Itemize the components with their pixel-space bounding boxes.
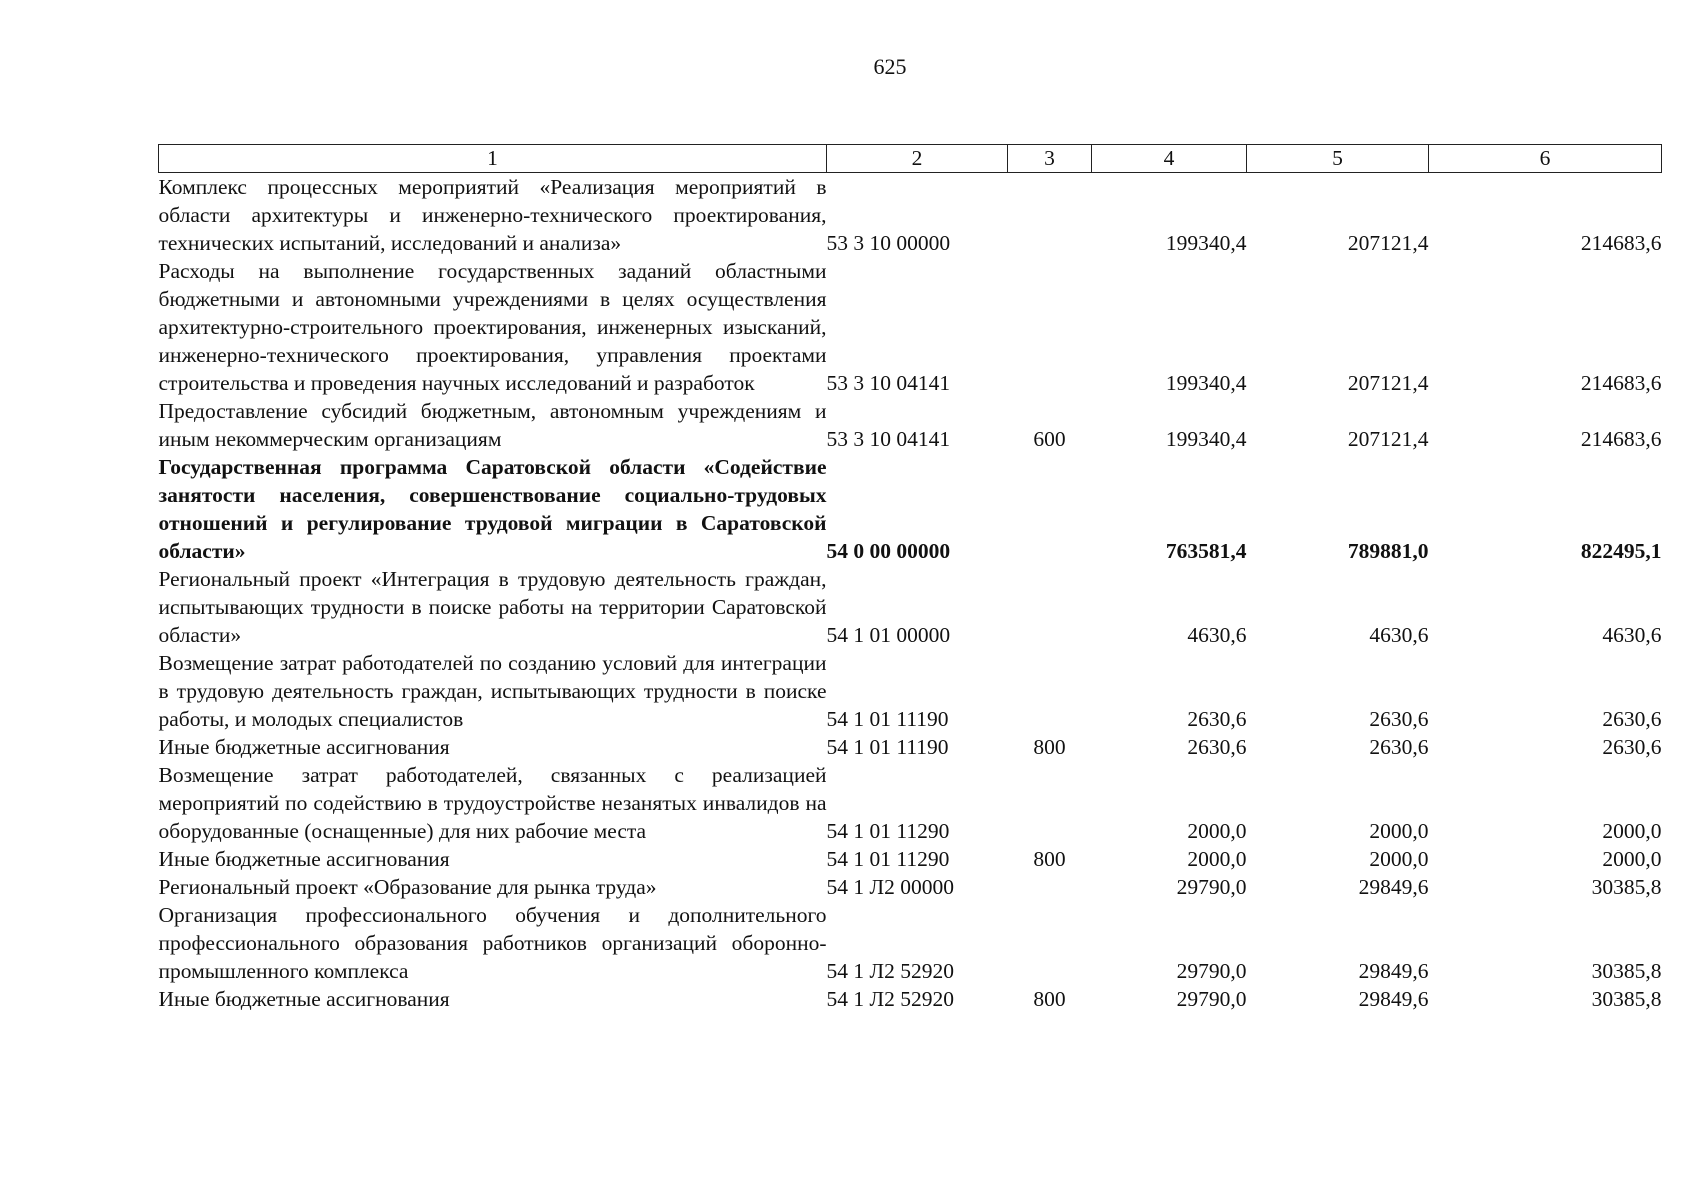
amount-year-2: 29849,6: [1358, 875, 1429, 899]
amount-year-3: 214683,6: [1580, 371, 1662, 395]
amount-year-1: 2000,0: [1187, 847, 1247, 871]
row-description: Региональный проект «Образование для рынка труда»: [158, 875, 657, 899]
table-body: [159, 173, 1662, 1014]
amount-year-2: 2000,0: [1369, 847, 1429, 871]
amount-year-1: 29790,0: [1176, 875, 1247, 899]
table-row: [159, 873, 1662, 901]
amount-year-3: 30385,8: [1591, 959, 1662, 983]
column-header-4: 4: [1092, 145, 1247, 173]
amount-year-3: 30385,8: [1591, 987, 1662, 1011]
amount-year-2: 4630,6: [1369, 623, 1429, 647]
budget-code: 54 1 01 11290: [826, 847, 950, 871]
amount-year-3: 2630,6: [1602, 707, 1662, 731]
expense-type: [1008, 257, 1092, 397]
budget-table: [158, 144, 1662, 1013]
expense-type: 600: [1033, 427, 1066, 451]
table-row: [159, 733, 1662, 761]
amount-year-1: 199340,4: [1165, 231, 1247, 255]
table-row: [159, 761, 1662, 845]
column-header-3: 3: [1008, 145, 1092, 173]
page-number: 625: [873, 54, 907, 79]
amount-year-1: 763581,4: [1165, 539, 1247, 563]
expense-type: [1008, 565, 1092, 649]
row-description: Комплекс процессных мероприятий «Реализация мероприятий в области архитектуры и инженерно-технического проектирования, технических испытаний, исследований и анализа»: [158, 175, 827, 255]
amount-year-3: 4630,6: [1602, 623, 1662, 647]
table-row: [159, 649, 1662, 733]
expense-type: [1008, 873, 1092, 901]
row-description: Иные бюджетные ассигнования: [158, 847, 450, 871]
amount-year-2: 29849,6: [1358, 987, 1429, 1011]
table-row: [159, 397, 1662, 453]
table-header-row: [159, 145, 1662, 173]
amount-year-3: 822495,1: [1580, 539, 1662, 563]
budget-code: 53 3 10 00000: [826, 231, 951, 255]
row-description: Предоставление субсидий бюджетным, автономным учреждениям и иным некоммерческим организациям: [158, 399, 827, 451]
budget-code: 54 1 Л2 00000: [826, 875, 954, 899]
budget-code: 53 3 10 04141: [826, 427, 951, 451]
amount-year-2: 2630,6: [1369, 735, 1429, 759]
expense-type: [1008, 761, 1092, 845]
amount-year-2: 789881,0: [1347, 539, 1429, 563]
amount-year-3: 2000,0: [1602, 847, 1662, 871]
amount-year-1: 2630,6: [1187, 735, 1247, 759]
budget-code: 54 1 Л2 52920: [826, 987, 954, 1011]
column-header-1: 1: [159, 145, 827, 173]
table-row: [159, 901, 1662, 985]
amount-year-1: 4630,6: [1187, 623, 1247, 647]
amount-year-1: 2000,0: [1187, 819, 1247, 843]
amount-year-2: 207121,4: [1347, 427, 1429, 451]
amount-year-1: 2630,6: [1187, 707, 1247, 731]
amount-year-2: 29849,6: [1358, 959, 1429, 983]
amount-year-3: 2000,0: [1602, 819, 1662, 843]
amount-year-3: 214683,6: [1580, 231, 1662, 255]
row-description: Возмещение затрат работодателей, связанных с реализацией мероприятий по содействию в трудоустройстве незанятых инвалидов на оборудованные (оснащенные) для них рабочие места: [158, 763, 827, 843]
budget-code: 54 0 00 00000: [826, 539, 951, 563]
amount-year-1: 29790,0: [1176, 987, 1247, 1011]
amount-year-1: 199340,4: [1165, 371, 1247, 395]
table-row: [159, 845, 1662, 873]
amount-year-3: 30385,8: [1591, 875, 1662, 899]
budget-code: 54 1 01 11290: [826, 819, 950, 843]
budget-code: 54 1 01 00000: [826, 623, 951, 647]
amount-year-2: 2000,0: [1369, 819, 1429, 843]
row-description: Государственная программа Саратовской области «Содействие занятости населения, совершенствование социально-трудовых отношений и регулирование трудовой миграции в Саратовской области»: [158, 455, 827, 563]
amount-year-3: 214683,6: [1580, 427, 1662, 451]
budget-code: 54 1 01 11190: [826, 735, 949, 759]
amount-year-2: 2630,6: [1369, 707, 1429, 731]
table-row: [159, 173, 1662, 258]
column-header-5: 5: [1247, 145, 1429, 173]
budget-code: 53 3 10 04141: [826, 371, 951, 395]
table-row: [159, 453, 1662, 565]
expense-type: 800: [1033, 735, 1066, 759]
amount-year-2: 207121,4: [1347, 231, 1429, 255]
expense-type: [1008, 173, 1092, 258]
amount-year-1: 199340,4: [1165, 427, 1247, 451]
expense-type: [1008, 453, 1092, 565]
table-row: [159, 257, 1662, 397]
table-row: [159, 565, 1662, 649]
amount-year-1: 29790,0: [1176, 959, 1247, 983]
expense-type: 800: [1033, 987, 1066, 1011]
column-header-6: 6: [1429, 145, 1662, 173]
row-description: Расходы на выполнение государственных заданий областными бюджетными и автономными учреждениями в целях осуществления архитектурно-строительного проектирования, инженерных изысканий, инженерно-технического проектирования, управления проектами строительства и проведения научных исследований и разработок: [158, 259, 827, 395]
row-description: Региональный проект «Интеграция в трудовую деятельность граждан, испытывающих трудности в поиске работы на территории Саратовской области»: [158, 567, 827, 647]
amount-year-2: 207121,4: [1347, 371, 1429, 395]
row-description: Иные бюджетные ассигнования: [158, 987, 450, 1011]
expense-type: [1008, 901, 1092, 985]
amount-year-3: 2630,6: [1602, 735, 1662, 759]
table-row: [159, 985, 1662, 1013]
budget-code: 54 1 Л2 52920: [826, 959, 954, 983]
budget-code: 54 1 01 11190: [826, 707, 949, 731]
row-description: Организация профессионального обучения и дополнительного профессионального образования работников организаций оборонно-промышленного комплекса: [158, 903, 827, 983]
row-description: Иные бюджетные ассигнования: [158, 735, 450, 759]
row-description: Возмещение затрат работодателей по созданию условий для интеграции в трудовую деятельность граждан, испытывающих трудности в поиске работы, и молодых специалистов: [158, 651, 827, 731]
column-header-2: 2: [827, 145, 1008, 173]
expense-type: 800: [1033, 847, 1066, 871]
expense-type: [1008, 649, 1092, 733]
